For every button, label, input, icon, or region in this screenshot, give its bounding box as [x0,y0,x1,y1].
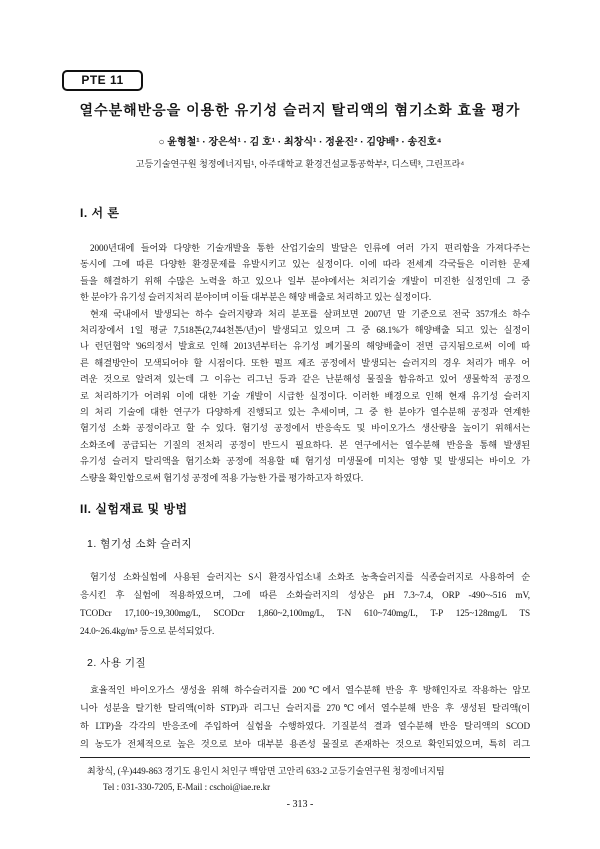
session-code-badge: PTE 11 [62,70,143,91]
footnote-divider [80,757,530,758]
text-line: 들을 해결하기 위해 수많은 노력을 하고 있으나 일부 분야에서는 처리기술 개발이 미진한 실정인데 그 중 [80,275,530,286]
text-line: 응시킨 후 실험에 적용하였으며, 그에 따른 소화슬러지의 성상은 pH 7.3~7.4, ORP -490~-516 mV, [80,590,530,600]
text-line: 24.0~26.4kg/m³ 등으로 분석되었다. [80,626,215,636]
section-heading-methods: II. 실험재료 및 방법 [80,502,188,516]
author-list: ○ 윤형철¹ · 장은석¹ · 김 호¹ · 최창식¹ · 정윤진² · 김양배³ · 송진호⁴ [158,137,442,148]
paragraph [80,240,530,306]
text-line: 효율적인 바이오가스 생성을 위해 하수슬러지를 200℃에서 열수분해 반응 후 방해인자로 작용하는 암모 [90,685,530,695]
paper-title: 열수분해반응을 이용한 유기성 슬러지 탈리액의 혐기소화 효율 평가 [79,102,521,118]
text-line: 현재 국내에서 발생되는 하수 슬러지량과 처리 분포를 살펴보면 2007년 말 기준으로 전국 357개소 하수 [90,308,530,319]
subsection-heading-sludge: 1. 혐기성 소화 슬러지 [87,538,193,550]
text-line: 한 분야가 유기성 슬러지처리 분야이며 이들 대부분은 해양 배출로 처리하고 있는 실정이다. [80,292,432,303]
text-line: 의 농도가 전체적으로 높은 것으로 보아 대부분 용존성 물질로 존재하는 것으로 확인되었으며, 특히 리그 [80,739,530,749]
section-heading-introduction: I. 서 론 [80,206,120,220]
text-line: TCODcr 17,100~19,300mg/L, SCODcr 1,860~2,100mg/L, T-N 610~740mg/L, T-P 125~128mg/L TS [80,608,530,618]
text-line: 로 처리하기가 어려워 이에 대한 기술 개발이 시급한 실정이다. 이러한 배경으로 인해 현재 유기성 슬러지 [80,390,530,401]
page-number: - 313 - [286,799,314,810]
affiliation-list: 고등기술연구원 청정에너지팀¹, 아주대학교 환경건설교통공학부², 디스텍³, 그린프라⁴ [135,159,465,169]
introduction-body [80,240,530,486]
footnote-contact-address: 최창식, (우)449-863 경기도 용인시 처인구 백암면 고안리 633-2 고등기술연구원 청정에너지팀 [87,766,445,776]
text-line: 혐기성 소화실험에 사용된 슬러지는 S시 환경사업소내 소화조 농축슬러지를 식종슬러지로 사용하여 순 [90,572,530,582]
text-line: 동시에 그에 따른 다양한 환경문제를 유발시키고 있는 실정이다. 이에 따라 전세계 각국들은 이러한 문제 [80,259,530,270]
paragraph [80,681,530,753]
substrate-body [80,681,530,753]
paragraph [80,568,530,640]
footnote-contact-tel-email: Tel : 031-330-7205, E-Mail : cschoi@iae.re.kr [103,782,271,792]
text-line: 처리장에서 1일 평균 7,518톤(2,744천톤/년)이 발생되고 있으며 그 중 68.1%가 해양배출 되고 있는 실정이 [80,325,530,336]
sludge-body [80,568,530,640]
text-line: 의 처리 기술에 대한 연구가 다양하게 진행되고 있는 추세이며, 그 중 한 분야가 열수분해 공정과 연계한 [80,407,530,418]
footnote [87,763,527,795]
text-line: 유기성 슬러지 탈리액을 혐기소화 공정에 적용할 때 혐기성 미생물에 미치는 영향 및 발생되는 바이오 가 [80,456,530,467]
text-line: 나 런던협약 '96의정서 발효로 인해 2013년부터는 유기성 폐기물의 해양배출이 전면 금지됨으로써 이에 따 [80,341,530,352]
text-line: 려운 것으로 알려져 있는데 그 이유는 리그닌 등과 같은 난분해성 물질을 함유하고 있어 생물학적 공정으 [80,374,530,385]
text-line: 혐기성 소화 공정이라고 할 수 있다. 혐기성 공정에서 반응속도 및 바이오가스 생산량을 높이기 위해서는 [80,423,530,434]
paragraph [80,306,530,486]
text-line: 른 해결방안이 모색되어야 할 시점이다. 또한 펄프 제조 공정에서 발생되는 슬러지의 경우 처리가 매우 어 [80,357,530,368]
text-line: 2000년대에 들어와 다양한 기술개발을 통한 산업기술의 발달은 인류에 여러 가지 편리함을 가져다주는 [90,243,530,253]
text-line: 스량을 확인함으로써 혐기성 공정에 적용 가능한 가를 평가하고자 하였다. [80,472,364,483]
text-line: 니아 성분을 탈기한 탈리액(이하 STP)과 리그닌 슬러지를 270℃에서 열수분해 반응 후 생성된 탈리액(이 [80,703,530,713]
text-line: 소화조에 공급되는 기질의 전처리 공정이 반드시 필요하다. 본 연구에서는 열수분해 반응을 통해 발생된 [80,439,530,450]
subsection-heading-substrate: 2. 사용 기질 [87,657,147,669]
text-line: 하 LTP)을 각각의 반응조에 주입하여 실험을 수행하였다. 기질분석 결과 열수분해 반응 탈리액의 SCOD [80,721,530,731]
